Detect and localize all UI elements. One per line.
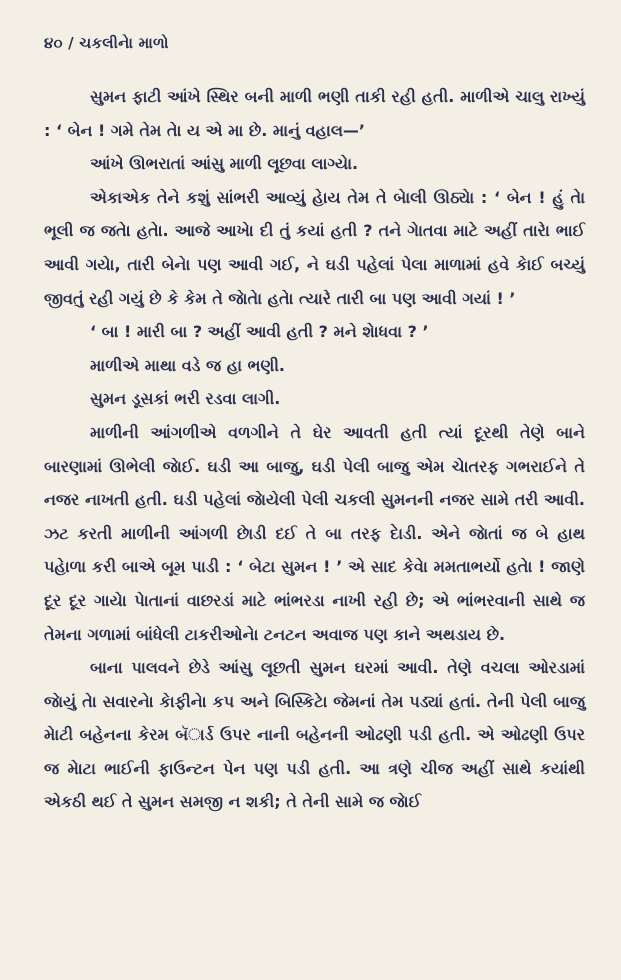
running-header: [44, 34, 585, 52]
page-number: ૪૦: [44, 34, 63, 52]
paragraph-1: સુમન ફાટી આંખે સ્થિર બની માળી ભણી તાકી રહી હતી. માળીએ ચાલુ રાખ્યું : ‘ બેન ! ગમે તેમ તેા ય એ મા છે. માનું વહાલ—’: [44, 87, 585, 140]
paragraph-7: માળીની આંગળીએ વળગીને તે ઘેર આવતી હતી ત્યાં દૂરથી તેણે બાને બારણામાં ઊભેલી જેાઈ. ઘડી આ બાજુ, ઘડી પેલી બાજુ એમ ચેાતરફ ગભરાઈને તે નજર નાખતી હતી. ઘડી પહેલાં જેાયેલી પેલી ચકલી સુમનની નજર સામે તરી આવી. ઝટ કરતી માળીની આંગળી છેાડી દઈ તે બા તરફ દેાડી. એને જેાતાં જ બે હાથ પહેાળા કરી બાએ બૂમ પાડી : ‘ બેટા સુમન ! ’ એ સાદ કેવેા મમતાભર્યો હતેા ! જાણે દૂર દૂર ગાયેા પેાતાનાં વાછરડાં માટે ભાંભરડા નાખી રહી છે; એ ભાંભરવાની સાથે જ તેમના ગળામાં બાંધેલી ટાકરીઓનેા ટનટન અવાજ પણ કાને અથડાય છે.: [44, 422, 586, 644]
body-text: [44, 80, 585, 819]
paragraph-8: બાના પાલવને છેડે આંસુ લૂછતી સુમન ઘરમાં આવી. તેણે વચલા ઓરડામાં જેાયું તેા સવારનેા કેાફીનેા કપ અને બિસ્કિટેા જેમનાં તેમ પડ્યાં હતાં. તેની પેલી બાજુ મેાટી બહેનના કેરમ બૅાર્ડ ઉપર નાની બહેનની ઓઢણી પડી હતી. એ ઓઢણી ઉપર જ મેાટા ભાઈની ફાઉન્ટન પેન પણ પડી હતી. આ ત્રણે ચીજ અહીં સાથે કયાંથી એકઠી થઈ તે સુમન સમજી ન શકી; તે તેની સામે જ જેાઈ: [44, 658, 585, 812]
paragraph-3: એકાએક તેને કશું સાંભરી આવ્યું હેાય તેમ તે બેાલી ઊઠ્યેા : ‘ બેન ! હું તેા ભૂલી જ જતેા હતેા. આજે આખેા દી તું કયાં હતી ? તને ગેાતવા માટે અહીં તારેા ભાઈ આવી ગયેા, તારી બેનેા પણ આવી ગઈ, ને ઘડી પહેલાં પેલા માળામાં હવે કેાઈ બચ્યું જીવતું રહી ગયું છે કે કેમ તે જેાતેા હતેા ત્યારે તારી બા પણ આવી ગયાં ! ’: [44, 187, 585, 308]
paragraph-4: ‘ બા ! મારી બા ? અહીં આવી હતી ? મને શેાધવા ? ’: [90, 322, 429, 342]
paragraph-6: સુમન ડૂસકાં ભરી રડવા લાગી.: [90, 389, 281, 409]
paragraph-5: માળીએ માથા વડે જ હા ભણી.: [90, 355, 286, 375]
paragraph-2: આંખે ઊભરાતાં આંસુ માળી લૂછવા લાગ્યેા.: [90, 154, 359, 174]
header-separator: /: [68, 34, 74, 52]
book-title: ચકલીનેા માળો: [79, 34, 169, 52]
